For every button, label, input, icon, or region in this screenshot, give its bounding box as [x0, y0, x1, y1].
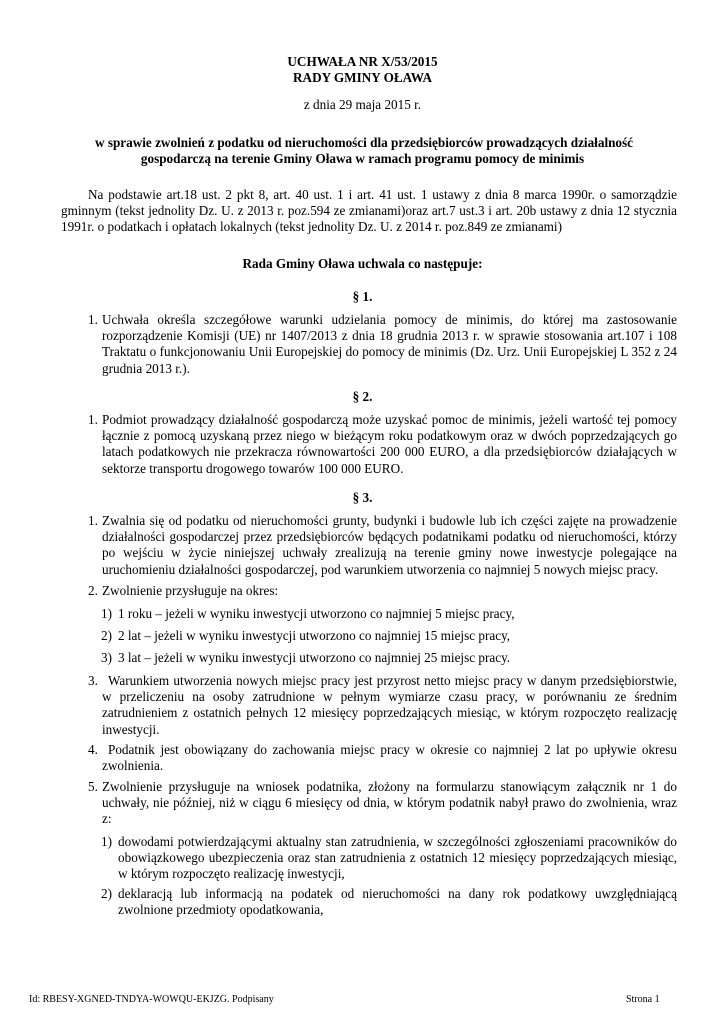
list-item: dowodami potwierdzającymi aktualny stan zatrudnienia, w szczególności zgłoszeniami pracowników do obowiązkowego ubezpieczenia oraz stan zatrudnienia z ostatnich 12 miesięcy poprzedzających miesiąc, w którym rozpoczęto realizację inwestycji, [118, 834, 677, 882]
list-item-number: 2) [101, 628, 112, 643]
list-item-number: 1) [101, 606, 112, 621]
page-number: Strona 1 [626, 994, 660, 1005]
section-3-point-5-number: 5. [88, 779, 98, 794]
list-item: 2 lat – jeżeli w wyniku inwestycji utworzono co najmniej 15 miejsc pracy, [118, 628, 511, 643]
resolution-date: z dnia 29 maja 2015 r. [303, 97, 422, 112]
section-3-heading: § 3. [352, 490, 373, 505]
legal-basis: Na podstawie art.18 ust. 2 pkt 8, art. 40 ust. 1 i art. 41 ust. 1 ustawy z dnia 8 marca 1990r. o samorządzie gminnym (tekst jednolity Dz. U. z 2013 r. poz.594 ze zmianami)oraz art.7 ust.3 i art. 20b ustawy z dnia 12 stycznia 1991r. o podatkach i opłatach lokalnych (tekst jednolity Dz. U. z 2014 r. poz.849 ze zmianami) [61, 187, 677, 235]
resolution-title [0, 54, 725, 86]
section-3-point-2-number: 2. [88, 583, 98, 598]
resolution-subject [95, 135, 634, 167]
section-1-heading: § 1. [352, 289, 373, 304]
section-3-point-3: Warunkiem utworzenia nowych miejsc pracy jest przyrost netto miejsc pracy w danym przedsiębiorstwie, w przeliczeniu na osoby zatrudnione w pełnym wymiarze czasu pracy, w porównaniu ze średnim zatrudnieniem z ostatnich pełnych 12 miesięcy poprzedzających miesiąc, w którym rozpoczęto realizację inwestycji. [102, 673, 677, 737]
section-3-point-5: Zwolnienie przysługuje na wniosek podatnika, złożony na formularzu stanowiącym załącznik nr 1 do uchwały, nie później, niż w ciągu 6 miesięcy od dnia, w którym podatnik nabył prawo do zwolnienia, wraz z: [102, 779, 677, 827]
section-1-point-1: Uchwała określa szczegółowe warunki udzielania pomocy de minimis, do której ma zastosowanie rozporządzenie Komisji (UE) nr 1407/2013 z dnia 18 grudnia 2013 r. w sprawie stosowania art.107 i 108 Traktatu o funkcjonowaniu Unii Europejskiej do pomocy de minimis (Dz. Urz. Unii Europejskiej L 352 z 24 grudnia 2013 r.). [102, 312, 677, 376]
list-item: 3 lat – jeżeli w wyniku inwestycji utworzono co najmniej 25 miejsc pracy. [118, 650, 511, 665]
section-3-point-4: Podatnik jest obowiązany do zachowania miejsc pracy w okresie co najmniej 2 lat po upływie okresu zwolnienia. [102, 742, 677, 774]
list-item-number: 1) [101, 834, 112, 849]
section-3-point-1: Zwalnia się od podatku od nieruchomości grunty, budynki i budowle lub ich części zajęte na prowadzenie działalności gospodarczej przez przedsiębiorców będących podatnikami podatku od nieruchomości, którzy po wejściu w życie niniejszej uchwały zrealizują na terenie gminy nowe inwestycje polegające na uruchomieniu działalności gospodarczej, pod warunkiem utworzenia co najmniej 5 nowych miejsc pracy. [102, 513, 677, 577]
list-item-number: 3) [101, 650, 112, 665]
document-id: Id: RBESY-XGNED-TNDYA-WOWQU-EKJZG. Podpisany [29, 994, 274, 1005]
list-item-number: 2) [101, 886, 112, 901]
section-2-heading: § 2. [352, 389, 373, 404]
list-item: 1 roku – jeżeli w wyniku inwestycji utworzono co najmniej 5 miejsc pracy, [118, 606, 515, 621]
section-2-point-1-number: 1. [88, 412, 98, 427]
section-3-point-3-number: 3. [88, 673, 98, 688]
section-1-point-1-number: 1. [88, 312, 98, 327]
subject-line-1: w sprawie zwolnień z podatku od nieruchomości dla przedsiębiorców prowadzących działalność [95, 135, 634, 150]
section-3-point-4-number: 4. [88, 742, 98, 757]
title-line-1: UCHWAŁA NR X/53/2015 [287, 54, 438, 69]
section-3-point-1-number: 1. [88, 513, 98, 528]
title-line-2: RADY GMINY OŁAWA [293, 70, 432, 85]
resolves-heading: Rada Gminy Oława uchwala co następuje: [242, 256, 483, 271]
list-item: deklaracją lub informacją na podatek od nieruchomości na dany rok podatkowy uwzględniającą zwolnione przedmioty opodatkowania, [118, 886, 677, 918]
section-3-point-2: Zwolnienie przysługuje na okres: [102, 583, 279, 598]
section-2-point-1: Podmiot prowadzący działalność gospodarczą może uzyskać pomoc de minimis, jeżeli wartość tej pomocy łącznie z pomocą uzyskaną przez niego w bieżącym roku podatkowym oraz w dwóch poprzedzających go latach podatkowych nie przekracza równowartości 200 000 EURO, a dla przedsiębiorców działających w sektorze transportu drogowego towarów 100 000 EURO. [102, 412, 677, 476]
subject-line-2: gospodarczą na terenie Gminy Oława w ramach programu pomocy de minimis [140, 151, 585, 166]
